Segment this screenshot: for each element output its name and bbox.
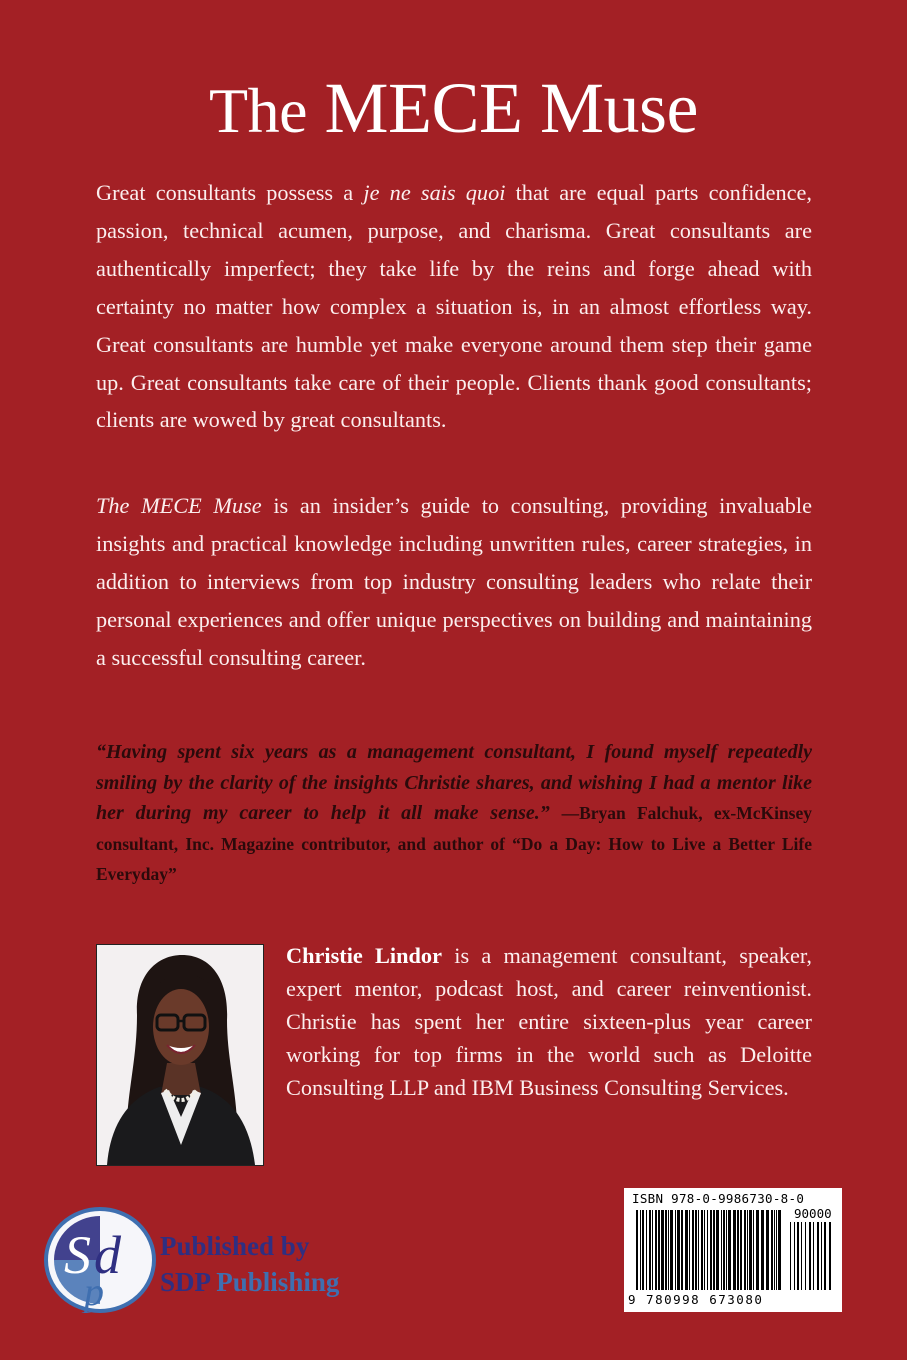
barcode-bar bbox=[723, 1210, 725, 1290]
barcode-bar bbox=[668, 1210, 669, 1290]
isbn-label: ISBN 978-0-9986730-8-0 bbox=[632, 1191, 805, 1206]
isbn-barcode bbox=[624, 1188, 842, 1312]
barcode-bar bbox=[721, 1210, 722, 1290]
author-name: Christie Lindor bbox=[286, 943, 442, 968]
barcode-bar bbox=[670, 1210, 673, 1290]
author-bio-text: is a management consultant, speaker, expert mentor, podcast host, and career reinventionist. Christie has spent her entire sixteen-plus year career working for top firms in the world such as Deloitte Consulting LLP and IBM Business Consulting Services. bbox=[286, 943, 813, 1100]
barcode-addon-bar bbox=[805, 1222, 806, 1290]
barcode-addon-bar bbox=[829, 1222, 831, 1290]
p1-rest: that are equal parts confidence, passion, technical acumen, purpose, and charisma. Great consultants are authentically imperfect; they take life by the reins and forge ahead with certainty no matter how complex a situation is, in an almost effortless way. Great consultants are humble yet make everyone around them step their game up. Great consultants take care of their people. Clients thank good consultants; clients are wowed by great consultants. bbox=[96, 180, 812, 433]
p1-lead: Great consultants possess a bbox=[96, 180, 364, 205]
description-paragraph-1 bbox=[96, 174, 812, 439]
barcode-bar bbox=[692, 1210, 694, 1290]
p1-italic: je ne sais quoi bbox=[363, 180, 506, 205]
title-part-the: The bbox=[209, 75, 307, 146]
barcode-bar bbox=[778, 1210, 781, 1290]
quote-text: “Having spent six years as a management consultant, I found myself repeatedly smiling by the clarity of the insights Christie shares, and wishing I had a mentor like her during my career to help it all make sense.” bbox=[96, 741, 812, 824]
barcode-bar bbox=[689, 1210, 690, 1290]
barcode-bar bbox=[744, 1210, 746, 1290]
barcode-bar bbox=[766, 1210, 769, 1290]
barcode-bar bbox=[649, 1210, 651, 1290]
sdp-logo bbox=[44, 1207, 156, 1313]
description-paragraph-2 bbox=[96, 487, 812, 677]
barcode-addon-bar bbox=[794, 1222, 795, 1290]
barcode-bar bbox=[756, 1210, 759, 1290]
barcode-bar bbox=[677, 1210, 680, 1290]
price-code: 90000 bbox=[794, 1206, 832, 1221]
barcode-bar bbox=[747, 1210, 748, 1290]
publisher-line-1: Published by bbox=[160, 1231, 310, 1261]
barcode-bar bbox=[753, 1210, 754, 1290]
barcode-bar bbox=[695, 1210, 697, 1290]
author-photo bbox=[96, 944, 264, 1166]
barcode-bar bbox=[665, 1210, 667, 1290]
barcode-addon-bar bbox=[790, 1222, 791, 1290]
barcode-bar bbox=[740, 1210, 742, 1290]
barcode-bar bbox=[636, 1210, 638, 1290]
barcode-bar bbox=[698, 1210, 699, 1290]
barcode-bar bbox=[652, 1210, 653, 1290]
barcode-bar bbox=[646, 1210, 647, 1290]
barcode-bar bbox=[661, 1210, 664, 1290]
book-title bbox=[0, 68, 907, 148]
barcode-bar bbox=[761, 1210, 764, 1290]
barcode-bar bbox=[726, 1210, 727, 1290]
barcode-addon-bar bbox=[821, 1222, 822, 1290]
barcode-addon-bar bbox=[797, 1222, 799, 1290]
barcode-addon-bar bbox=[801, 1222, 802, 1290]
barcode-bar bbox=[749, 1210, 752, 1290]
barcode-bar bbox=[737, 1210, 739, 1290]
barcode-bar bbox=[640, 1210, 641, 1290]
barcode-addon-bar bbox=[824, 1222, 826, 1290]
barcode-bar bbox=[710, 1210, 712, 1290]
logo-letter-d: d bbox=[94, 1225, 121, 1285]
title-part-main: MECE Muse bbox=[324, 68, 698, 148]
barcode-bar bbox=[713, 1210, 715, 1290]
barcode-bar bbox=[733, 1210, 736, 1290]
barcode-addon-bar bbox=[809, 1222, 811, 1290]
barcode-bar bbox=[681, 1210, 683, 1290]
publisher-text bbox=[160, 1228, 339, 1300]
barcode-bar bbox=[774, 1210, 775, 1290]
ean-digits: 9 780998 673080 bbox=[628, 1292, 764, 1307]
barcode-bar bbox=[685, 1210, 688, 1290]
author-bio bbox=[286, 939, 812, 1104]
p2-rest: is an insider’s guide to consulting, providing invaluable insights and practical knowledge including unwritten rules, career strategies, in addition to interviews from top industry consulting leaders who relate their personal experiences and offer unique perspectives on building and maintaining a successful consulting career. bbox=[96, 493, 812, 670]
barcode-bar bbox=[776, 1210, 777, 1290]
barcode-bar bbox=[675, 1210, 676, 1290]
p2-italic: The MECE Muse bbox=[96, 493, 262, 518]
barcode-bar bbox=[642, 1210, 644, 1290]
barcode-bar bbox=[701, 1210, 703, 1290]
barcode-bar bbox=[728, 1210, 731, 1290]
barcode-bar bbox=[658, 1210, 660, 1290]
logo-letter-s: S bbox=[64, 1225, 91, 1285]
logo-letter-p: p bbox=[84, 1269, 104, 1313]
barcode-bar bbox=[771, 1210, 773, 1290]
barcode-addon-bar bbox=[817, 1222, 819, 1290]
publisher-line-2 bbox=[160, 1264, 339, 1300]
barcode-bar bbox=[707, 1210, 708, 1290]
barcode-bar bbox=[716, 1210, 719, 1290]
barcode-bar bbox=[655, 1210, 657, 1290]
barcode-bar bbox=[704, 1210, 705, 1290]
quote-attribution: —Bryan Falchuk, ex-McKinsey consultant, Inc. Magazine contributor, and author of “Do a Day: How to Live a Better Life Everyday” bbox=[96, 803, 813, 884]
barcode-addon-bar bbox=[813, 1222, 814, 1290]
endorsement-quote bbox=[96, 737, 812, 890]
publisher-publishing: Publishing bbox=[209, 1267, 340, 1297]
publisher-sdp: SDP bbox=[160, 1267, 210, 1297]
